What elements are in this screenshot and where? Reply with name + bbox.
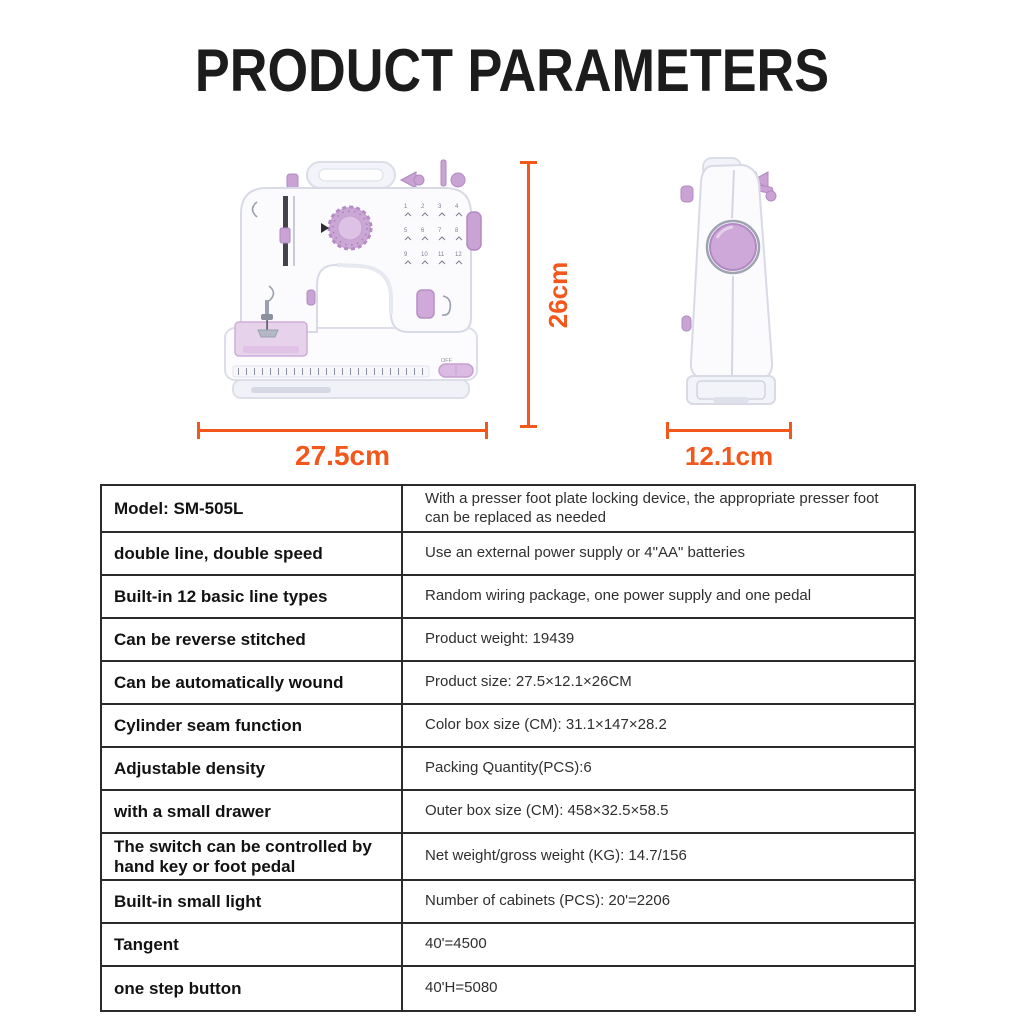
page-title: PRODUCT PARAMETERS (194, 37, 830, 104)
height-dimension-label: 26cm (543, 261, 573, 329)
handle-hole (319, 169, 383, 181)
reverse-lever (417, 290, 434, 318)
table-row (102, 662, 914, 705)
svg-text:9: 9 (404, 252, 408, 258)
svg-text:6: 6 (421, 228, 425, 234)
table-row (102, 486, 914, 533)
spec-value: Packing Quantity(PCS):6 (425, 759, 592, 777)
table-row (102, 834, 914, 881)
table-row (102, 748, 914, 791)
sewing-machine-front-image (195, 150, 505, 422)
svg-text:1: 1 (404, 204, 408, 210)
table-row (102, 533, 914, 576)
spec-value: With a presser foot plate locking device, the appropriate presser foot can be replaced as needed (425, 489, 879, 526)
table-row (102, 619, 914, 662)
body-seam (732, 276, 733, 376)
spool-pin (287, 174, 298, 189)
svg-text:12: 12 (455, 252, 462, 258)
spec-value: 40'H=5080 (425, 979, 498, 997)
svg-text:2: 2 (421, 204, 425, 210)
side-wheel-knob (467, 212, 481, 250)
left-spool-tab (681, 186, 693, 202)
svg-text:4: 4 (455, 204, 459, 210)
table-row (102, 576, 914, 619)
tension-slot-line (293, 196, 295, 266)
svg-text:7: 7 (438, 228, 442, 234)
side-width-dimension-line (666, 429, 792, 432)
winder-rod (441, 160, 446, 186)
spec-value: Product weight: 19439 (425, 630, 575, 648)
spec-feature: Adjustable density (102, 748, 403, 789)
tension-slider (280, 228, 290, 243)
bobbin-winder-cap (414, 175, 424, 185)
pattern-selector-dial (329, 207, 371, 249)
height-dimension-line (527, 161, 530, 428)
table-row (102, 881, 914, 924)
table-row (102, 967, 914, 1010)
table-row (102, 791, 914, 834)
svg-text:10: 10 (421, 252, 428, 258)
spec-value: Random wiring package, one power supply and one pedal (425, 587, 812, 605)
handwheel-knob (707, 221, 759, 273)
head-lever (307, 290, 315, 305)
spec-feature: with a small drawer (102, 791, 403, 832)
drawer-slot (251, 387, 331, 393)
spec-feature: Tangent (102, 924, 403, 965)
front-width-dimension-label: 27.5cm (295, 440, 390, 471)
needle-plate-panel (243, 346, 299, 353)
spec-feature: Built-in small light (102, 881, 403, 922)
spec-value: Use an external power supply or 4"AA" batteries (425, 544, 745, 562)
spec-value: Outer box size (CM): 458×32.5×58.5 (425, 802, 669, 820)
spec-value: 40'=4500 (425, 935, 487, 953)
svg-text:8: 8 (455, 228, 459, 234)
spec-value: Number of cabinets (PCS): 20'=2206 (425, 892, 671, 910)
power-switch-label: OFF (441, 358, 452, 364)
svg-text:3: 3 (438, 204, 442, 210)
sewing-machine-side-image (655, 150, 805, 422)
svg-text:5: 5 (404, 228, 408, 234)
top-dome-knob (451, 173, 465, 187)
table-row (102, 705, 914, 748)
front-width-dimension-line (197, 429, 488, 432)
spec-feature: Built-in 12 basic line types (102, 576, 403, 617)
dimension-diagram (0, 0, 1024, 480)
spec-feature: The switch can be controlled by hand key or foot pedal (102, 834, 403, 879)
base-slot (713, 397, 749, 403)
arm-underside-shade (337, 265, 391, 314)
side-width-dimension-label: 12.1cm (684, 441, 774, 471)
spec-feature: one step button (102, 967, 403, 1010)
spec-table (100, 484, 916, 1012)
spec-value: Net weight/gross weight (KG): 14.7/156 (425, 847, 687, 865)
spec-value: Product size: 27.5×12.1×26CM (425, 673, 632, 691)
spec-feature: Cylinder seam function (102, 705, 403, 746)
table-row (102, 924, 914, 967)
spec-value: Color box size (CM): 31.1×147×28.2 (425, 716, 667, 734)
spec-feature: double line, double speed (102, 533, 403, 574)
spec-feature: Model: SM-505L (102, 486, 403, 531)
spec-feature: Can be reverse stitched (102, 619, 403, 660)
spec-feature: Can be automatically wound (102, 662, 403, 703)
svg-text:11: 11 (438, 252, 445, 258)
side-nub (682, 316, 691, 331)
